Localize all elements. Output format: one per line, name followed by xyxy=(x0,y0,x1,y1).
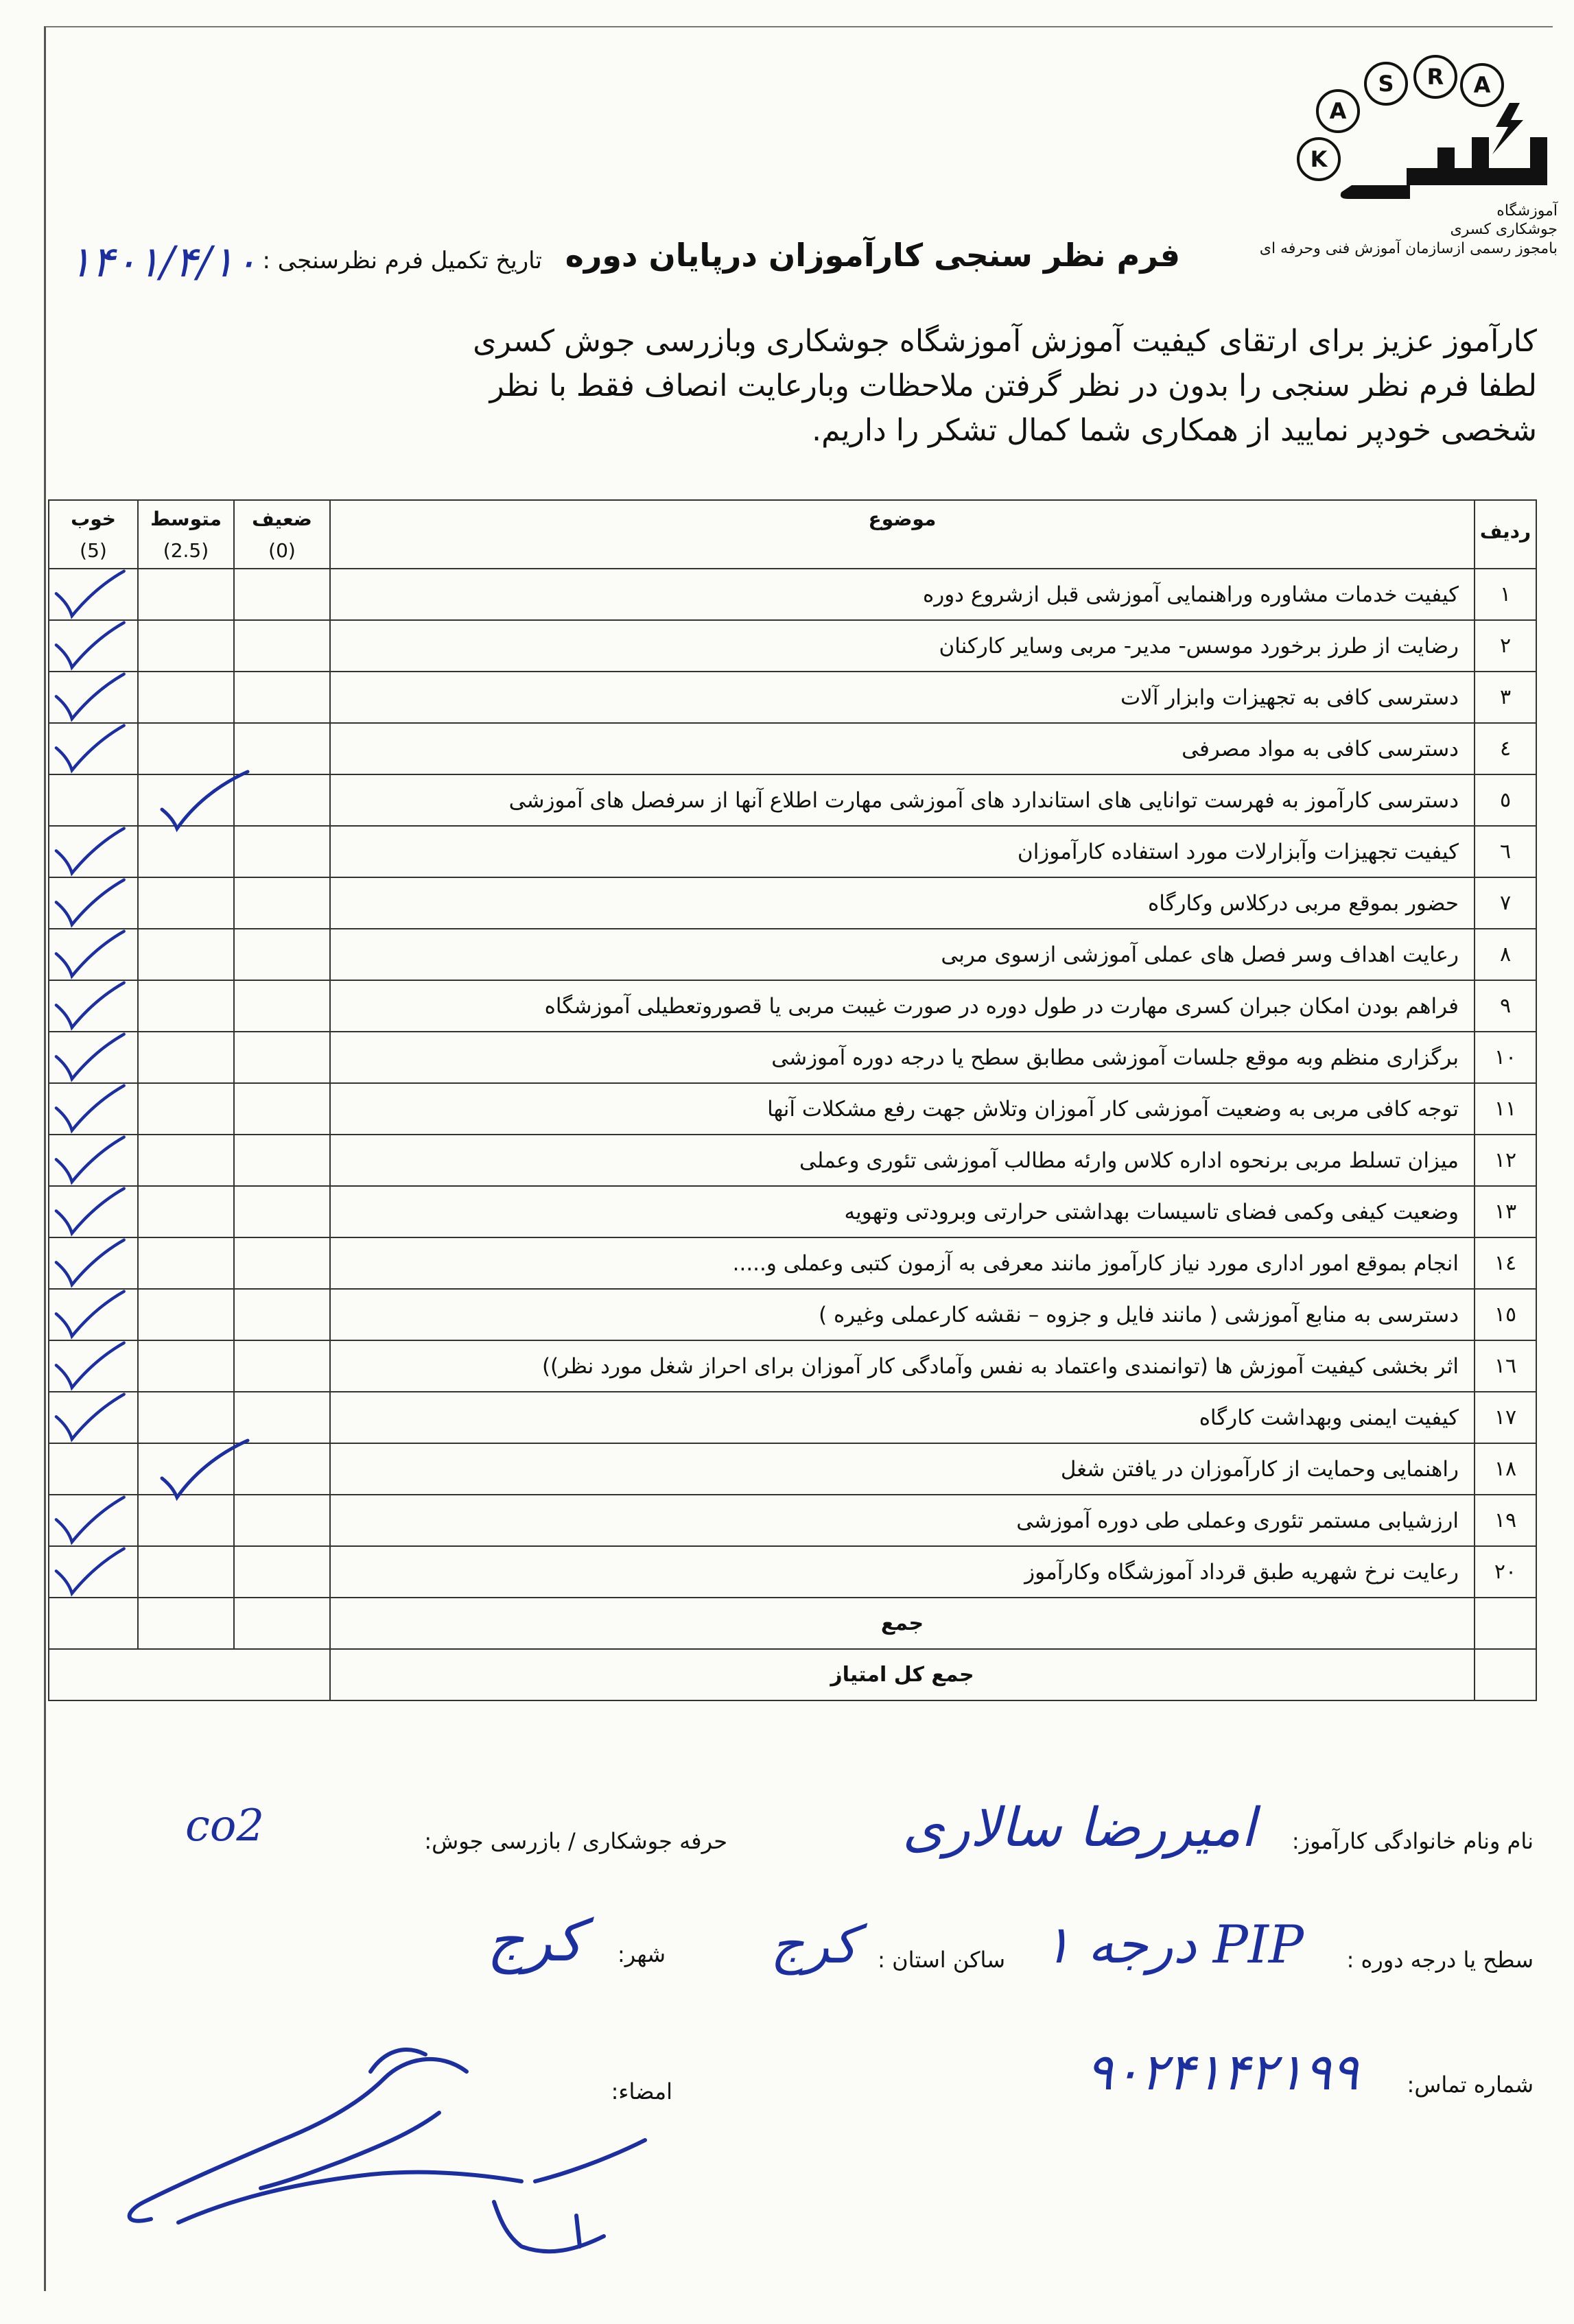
rating-cell-mid[interactable] xyxy=(138,1083,234,1135)
rating-cell-mid[interactable] xyxy=(138,1289,234,1340)
header-weak: ضعیف (0) xyxy=(234,500,330,569)
table-row xyxy=(49,1135,1536,1186)
row-topic: کیفیت ایمنی وبهداشت کارگاه xyxy=(330,1392,1475,1443)
rating-cell-mid[interactable] xyxy=(138,569,234,620)
rating-cell-weak[interactable] xyxy=(234,1237,330,1289)
sum-row-number xyxy=(1475,1598,1536,1649)
signature-label: امضاء: xyxy=(611,2078,672,2104)
rating-cell-weak[interactable] xyxy=(234,569,330,620)
rating-cell-mid[interactable] xyxy=(138,672,234,723)
row-topic: فراهم بودن امکان جبران کسری مهارت در طول دوره در صورت غیبت مربی یا قصوروتعطیلی آموزشگاه xyxy=(330,980,1475,1032)
rating-cell-weak[interactable] xyxy=(234,1392,330,1443)
rating-cell-good[interactable] xyxy=(49,1083,138,1135)
sum-row xyxy=(49,1598,1536,1649)
rating-cell-weak[interactable] xyxy=(234,1032,330,1083)
rating-cell-weak[interactable] xyxy=(234,1546,330,1598)
rating-cell-mid[interactable] xyxy=(138,1340,234,1392)
rating-cell-weak[interactable] xyxy=(234,1495,330,1546)
rating-cell-weak[interactable] xyxy=(234,723,330,774)
row-number: ۹ xyxy=(1475,980,1536,1032)
rating-cell-good[interactable] xyxy=(49,1392,138,1443)
row-number: ۱۸ xyxy=(1475,1443,1536,1495)
table-row xyxy=(49,1032,1536,1083)
row-number: ۱۱ xyxy=(1475,1083,1536,1135)
rating-cell-mid[interactable] xyxy=(138,826,234,877)
rating-cell-good[interactable] xyxy=(49,1289,138,1340)
header-topic: موضوع xyxy=(330,500,1475,569)
table-row xyxy=(49,774,1536,826)
phone-value-handwritten[interactable]: ۹۰۲۴۱۴۲۱۹۹ xyxy=(1085,2043,1359,2102)
sum-weak-cell[interactable] xyxy=(234,1598,330,1649)
sum-good-cell[interactable] xyxy=(49,1598,138,1649)
rating-cell-good[interactable] xyxy=(49,1032,138,1083)
rating-cell-weak[interactable] xyxy=(234,929,330,980)
table-row xyxy=(49,826,1536,877)
rating-cell-mid[interactable] xyxy=(138,1546,234,1598)
rating-cell-good[interactable] xyxy=(49,1495,138,1546)
rating-cell-good[interactable] xyxy=(49,620,138,672)
rating-cell-good[interactable] xyxy=(49,723,138,774)
intro-line-1: کارآموز عزیز برای ارتقای کیفیت آموزش آموزشگاه جوشکاری وبازرسی جوش کسری xyxy=(473,324,1537,359)
name-value-handwritten[interactable]: امیررضا سالاری xyxy=(902,1797,1256,1859)
rating-cell-mid[interactable] xyxy=(138,1392,234,1443)
rating-cell-weak[interactable] xyxy=(234,672,330,723)
rating-cell-good[interactable] xyxy=(49,826,138,877)
row-topic: حضور بموقع مربی درکلاس وکارگاه xyxy=(330,877,1475,929)
rating-cell-good[interactable] xyxy=(49,1135,138,1186)
row-number: ۳ xyxy=(1475,672,1536,723)
table-row xyxy=(49,1495,1536,1546)
logo-letter-a: A xyxy=(1316,89,1360,133)
rating-cell-weak[interactable] xyxy=(234,826,330,877)
rating-cell-good[interactable] xyxy=(49,569,138,620)
row-number: ۱۷ xyxy=(1475,1392,1536,1443)
row-number: ۱۰ xyxy=(1475,1032,1536,1083)
row-topic: کیفیت خدمات مشاوره وراهنمایی آموزشی قبل ازشروع دوره xyxy=(330,569,1475,620)
table-row xyxy=(49,672,1536,723)
level-label: سطح یا درجه دوره : xyxy=(1346,1947,1534,1973)
date-label: تاریخ تکمیل فرم نظرسنجی : xyxy=(262,247,542,274)
row-number: ۸ xyxy=(1475,929,1536,980)
checkmark-icon xyxy=(45,717,148,782)
rating-cell-weak[interactable] xyxy=(234,1289,330,1340)
logo-caption-license: بامجوز رسمی ازسازمان آموزش فنی وحرفه ای xyxy=(1259,240,1558,257)
table-row xyxy=(49,620,1536,672)
row-number: ۱٥ xyxy=(1475,1289,1536,1340)
row-topic: وضعیت کیفی وکمی فضای تاسیسات بهداشتی حرارتی وبرودتی وتهویه xyxy=(330,1186,1475,1237)
row-number: ۱٤ xyxy=(1475,1237,1536,1289)
rating-cell-weak[interactable] xyxy=(234,774,330,826)
table-row xyxy=(49,1289,1536,1340)
logo-emblem-icon xyxy=(1324,96,1551,220)
rating-cell-good[interactable] xyxy=(49,1186,138,1237)
trade-label: حرفه جوشکاری / بازرسی جوش: xyxy=(424,1828,727,1854)
rating-cell-weak[interactable] xyxy=(234,877,330,929)
logo-letter-a2: A xyxy=(1460,63,1504,107)
rating-cell-weak[interactable] xyxy=(234,1083,330,1135)
row-topic: توجه کافی مربی به وضعیت آموزشی کار آموزان وتلاش جهت رفع مشکلات آنها xyxy=(330,1083,1475,1135)
total-row-number xyxy=(1475,1649,1536,1700)
table-row xyxy=(49,723,1536,774)
rating-cell-weak[interactable] xyxy=(234,1135,330,1186)
row-topic: برگزاری منظم وبه موقع جلسات آموزشی مطابق سطح یا درجه دوره آموزشی xyxy=(330,1032,1475,1083)
signature-drawing-icon[interactable] xyxy=(82,1976,714,2264)
rating-cell-mid[interactable] xyxy=(138,774,234,826)
form-title: فرم نظر سنجی کارآموزان درپایان دوره xyxy=(565,237,1180,274)
kasra-logo xyxy=(1259,48,1558,257)
rating-cell-mid[interactable] xyxy=(138,929,234,980)
province-label: ساکن استان : xyxy=(878,1947,1005,1973)
rating-cell-mid[interactable] xyxy=(138,620,234,672)
rating-cell-good[interactable] xyxy=(49,1237,138,1289)
row-topic: ارزشیابی مستمر تئوری وعملی طی دوره آموزشی xyxy=(330,1495,1475,1546)
row-topic: رضایت از طرز برخورد موسس- مدیر- مربی وسایر کارکنان xyxy=(330,620,1475,672)
rating-cell-weak[interactable] xyxy=(234,620,330,672)
row-number: ۱۹ xyxy=(1475,1495,1536,1546)
table-row xyxy=(49,569,1536,620)
table-row xyxy=(49,1340,1536,1392)
sum-mid-cell[interactable] xyxy=(138,1598,234,1649)
rating-cell-mid[interactable] xyxy=(138,1495,234,1546)
table-row xyxy=(49,929,1536,980)
row-topic: دسترسی به منابع آموزشی ( مانند فایل و جزوه – نقشه کارعملی وغیره ) xyxy=(330,1289,1475,1340)
row-topic: کیفیت تجهیزات وآبزارلات مورد استفاده کارآموزان xyxy=(330,826,1475,877)
intro-line-2: لطفا فرم نظر سنجی را بدون در نظر گرفتن ملاحظات وبارعایت انصاف فقط با نظر xyxy=(489,368,1537,403)
table-row xyxy=(49,1392,1536,1443)
row-topic: میزان تسلط مربی برنحوه اداره کلاس وارئه مطالب آموزشی تئوری وعملی xyxy=(330,1135,1475,1186)
row-topic: دسترسی کافی به مواد مصرفی xyxy=(330,723,1475,774)
survey-table xyxy=(48,499,1537,1701)
row-number: ٤ xyxy=(1475,723,1536,774)
rating-cell-weak[interactable] xyxy=(234,1186,330,1237)
table-header-row xyxy=(49,500,1536,569)
row-number: ۷ xyxy=(1475,877,1536,929)
table-row xyxy=(49,1546,1536,1598)
rating-cell-mid[interactable] xyxy=(138,980,234,1032)
row-number: ۱۲ xyxy=(1475,1135,1536,1186)
row-topic: راهنمایی وحمایت از کارآموزان در یافتن شغل xyxy=(330,1443,1475,1495)
logo-letter-s: S xyxy=(1364,62,1408,106)
city-label: شهر: xyxy=(618,1941,666,1967)
table-row xyxy=(49,1237,1536,1289)
total-score-cell[interactable] xyxy=(49,1649,330,1700)
logo-caption-name: جوشکاری کسری xyxy=(1450,221,1558,238)
row-number: ۲ xyxy=(1475,620,1536,672)
intro-line-3: شخصی خودپر نمایید از همکاری شما کمال تشکر را داریم. xyxy=(812,413,1537,448)
row-topic: اثر بخشی کیفیت آموزش ها (توانمندی واعتماد به نفس وآمادگی کار آموزان برای احراز شغل مورد نظر)) xyxy=(330,1340,1475,1392)
total-row xyxy=(49,1649,1536,1700)
rating-cell-mid[interactable] xyxy=(138,1237,234,1289)
rating-cell-weak[interactable] xyxy=(234,980,330,1032)
name-label: نام ونام خانوادگی کارآموز: xyxy=(1291,1828,1534,1854)
rating-cell-mid[interactable] xyxy=(138,723,234,774)
rating-cell-weak[interactable] xyxy=(234,1340,330,1392)
header-good: خوب (5) xyxy=(49,500,138,569)
table-row xyxy=(49,877,1536,929)
intro-paragraph xyxy=(55,319,1537,453)
province-value-handwritten[interactable]: کرج xyxy=(770,1914,858,1975)
row-number: ٦ xyxy=(1475,826,1536,877)
row-number: ٥ xyxy=(1475,774,1536,826)
rating-cell-mid[interactable] xyxy=(138,1032,234,1083)
rating-cell-good[interactable] xyxy=(49,774,138,826)
rating-cell-good[interactable] xyxy=(49,672,138,723)
logo-letter-r: R xyxy=(1413,55,1457,99)
row-topic: انجام بموقع امور اداری مورد نیاز کارآموز مانند معرفی به آزمون کتبی وعملی و..... xyxy=(330,1237,1475,1289)
row-number: ۱ xyxy=(1475,569,1536,620)
table-row xyxy=(49,1443,1536,1495)
level-value-handwritten[interactable]: PIP درجه ۱ xyxy=(1043,1914,1304,1975)
rating-cell-mid[interactable] xyxy=(138,877,234,929)
rating-cell-good[interactable] xyxy=(49,929,138,980)
row-topic: دسترسی کارآموز به فهرست توانایی های استاندارد های آموزشی مهارت اطلاع آنها از سرفصل های آموزشی xyxy=(330,774,1475,826)
sum-label: جمع xyxy=(330,1598,1475,1649)
rating-cell-good[interactable] xyxy=(49,877,138,929)
rating-cell-mid[interactable] xyxy=(138,1186,234,1237)
checkmark-icon xyxy=(45,1386,148,1451)
total-label: جمع کل امتیاز xyxy=(330,1649,1475,1700)
city-value-handwritten[interactable]: کرج xyxy=(486,1907,583,1974)
row-number: ۱٦ xyxy=(1475,1340,1536,1392)
rating-cell-mid[interactable] xyxy=(138,1443,234,1495)
row-number: ۲۰ xyxy=(1475,1546,1536,1598)
rating-cell-mid[interactable] xyxy=(138,1135,234,1186)
rating-cell-good[interactable] xyxy=(49,1340,138,1392)
rating-cell-good[interactable] xyxy=(49,980,138,1032)
rating-cell-good[interactable] xyxy=(49,1443,138,1495)
logo-letter-k: K xyxy=(1297,137,1341,181)
rating-cell-weak[interactable] xyxy=(234,1443,330,1495)
trade-value-handwritten[interactable]: co2 xyxy=(185,1801,265,1851)
checkmark-icon xyxy=(45,1540,148,1605)
rating-cell-good[interactable] xyxy=(49,1546,138,1598)
header-row-number: ردیف xyxy=(1475,500,1536,569)
table-row xyxy=(49,1083,1536,1135)
table-row xyxy=(49,1186,1536,1237)
logo-caption-school: آموزشگاه xyxy=(1496,202,1558,220)
date-value-handwritten[interactable]: ۱۴۰۱/۴/۱۰ xyxy=(69,237,257,287)
header-mid: متوسط (2.5) xyxy=(138,500,234,569)
row-number: ۱۳ xyxy=(1475,1186,1536,1237)
row-topic: رعایت نرخ شهریه طبق قرداد آموزشگاه وکارآموز xyxy=(330,1546,1475,1598)
row-topic: دسترسی کافی به تجهیزات وابزار آلات xyxy=(330,672,1475,723)
phone-label: شماره تماس: xyxy=(1407,2072,1534,2098)
table-row xyxy=(49,980,1536,1032)
row-topic: رعایت اهداف وسر فصل های عملی آموزشی ازسوی مربی xyxy=(330,929,1475,980)
